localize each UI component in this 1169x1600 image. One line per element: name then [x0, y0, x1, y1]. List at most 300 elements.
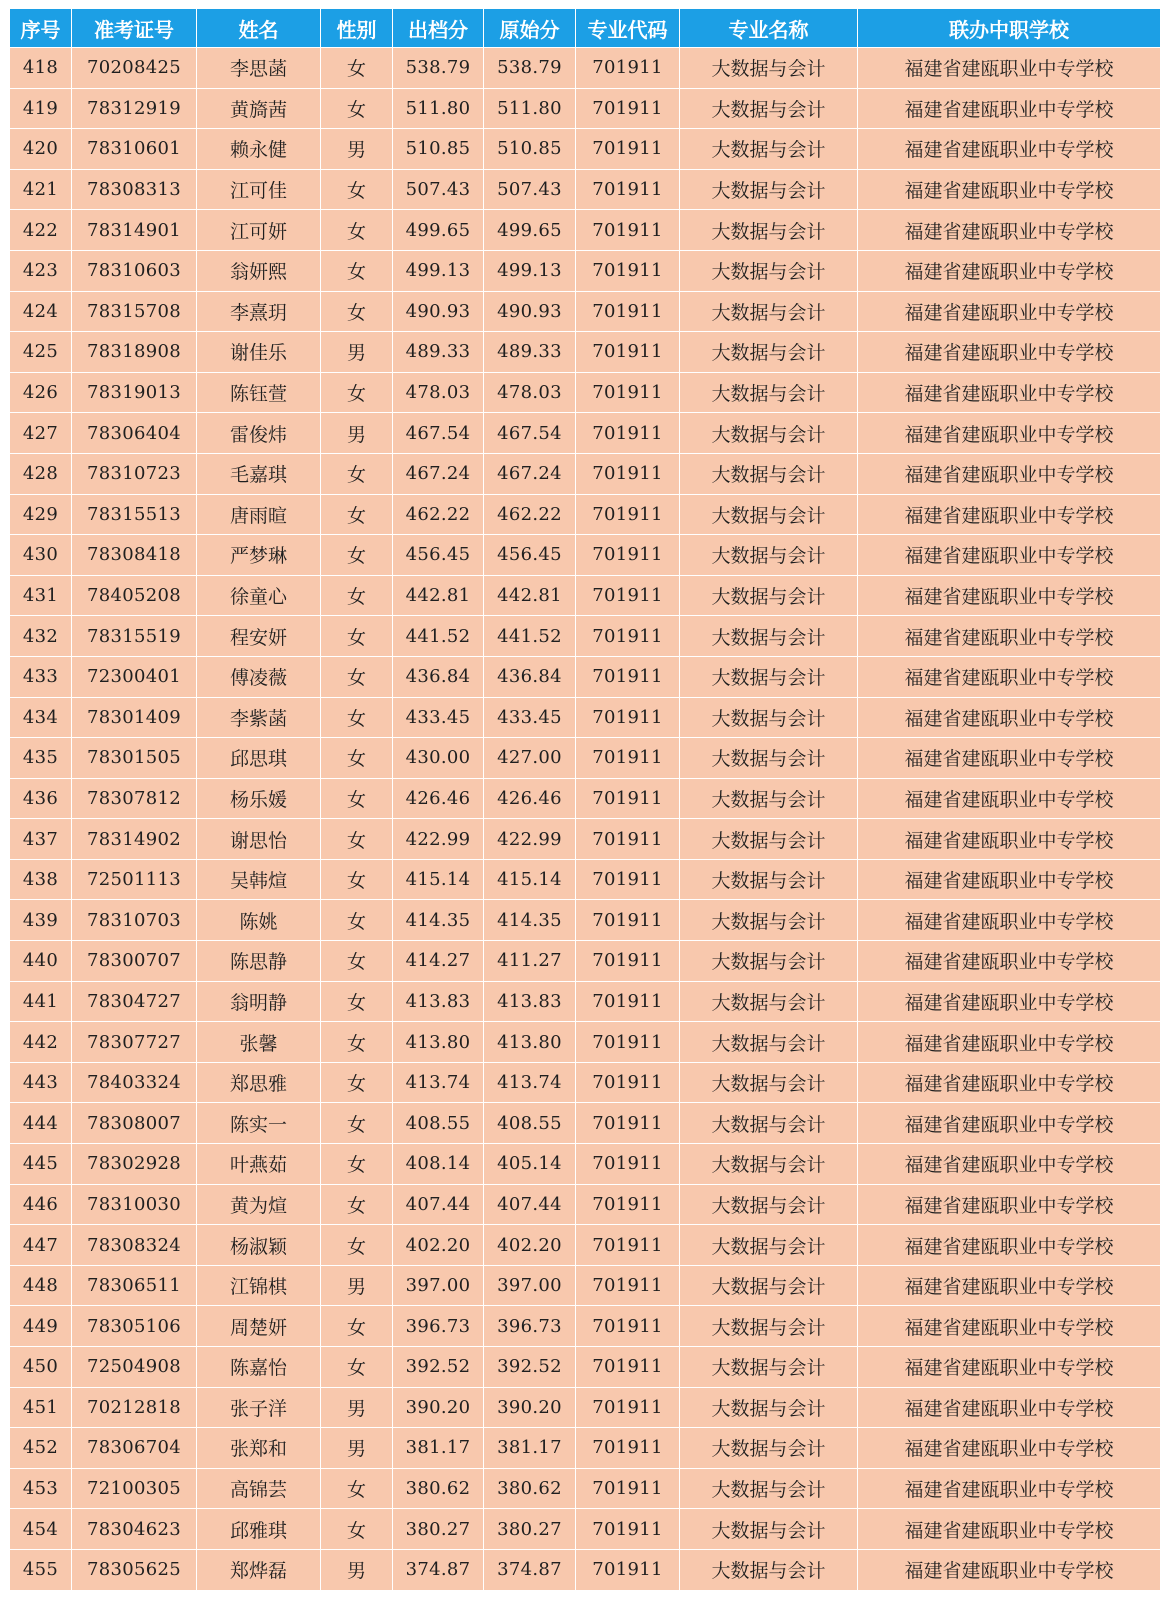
- cell-seq: 430: [10, 535, 72, 576]
- cell-exam-id: 70208425: [72, 48, 197, 89]
- table-row: [10, 1022, 1161, 1063]
- cell-major-code: 701911: [576, 1387, 680, 1428]
- cell-major-name: 大数据与会计: [680, 250, 858, 291]
- cell-name: 李紫菡: [197, 697, 321, 738]
- cell-name: 陈嘉怡: [197, 1347, 321, 1388]
- cell-filing-score: 396.73: [393, 1306, 484, 1347]
- cell-raw-score: 499.65: [484, 210, 576, 251]
- cell-school: 福建省建瓯职业中专学校: [858, 1509, 1161, 1550]
- cell-school: 福建省建瓯职业中专学校: [858, 291, 1161, 332]
- cell-seq: 453: [10, 1468, 72, 1509]
- cell-gender: 女: [321, 656, 393, 697]
- cell-seq: 425: [10, 332, 72, 373]
- cell-major-code: 701911: [576, 210, 680, 251]
- cell-school: 福建省建瓯职业中专学校: [858, 1347, 1161, 1388]
- cell-seq: 436: [10, 778, 72, 819]
- cell-major-name: 大数据与会计: [680, 169, 858, 210]
- cell-gender: 男: [321, 1549, 393, 1590]
- cell-gender: 女: [321, 697, 393, 738]
- cell-seq: 426: [10, 372, 72, 413]
- cell-exam-id: 78307727: [72, 1022, 197, 1063]
- cell-major-name: 大数据与会计: [680, 1184, 858, 1225]
- cell-name: 李熹玥: [197, 291, 321, 332]
- cell-major-code: 701911: [576, 88, 680, 129]
- cell-gender: 男: [321, 413, 393, 454]
- cell-seq: 434: [10, 697, 72, 738]
- cell-gender: 女: [321, 819, 393, 860]
- cell-exam-id: 78306511: [72, 1265, 197, 1306]
- table-row: [10, 332, 1161, 373]
- cell-major-name: 大数据与会计: [680, 941, 858, 982]
- cell-name: 江可佳: [197, 169, 321, 210]
- cell-exam-id: 78308418: [72, 535, 197, 576]
- table-row: [10, 738, 1161, 779]
- cell-filing-score: 478.03: [393, 372, 484, 413]
- cell-major-name: 大数据与会计: [680, 494, 858, 535]
- cell-seq: 441: [10, 981, 72, 1022]
- cell-raw-score: 426.46: [484, 778, 576, 819]
- cell-filing-score: 413.80: [393, 1022, 484, 1063]
- cell-exam-id: 70212818: [72, 1387, 197, 1428]
- cell-gender: 男: [321, 1428, 393, 1469]
- cell-filing-score: 414.35: [393, 900, 484, 941]
- cell-name: 邱思琪: [197, 738, 321, 779]
- cell-name: 江可妍: [197, 210, 321, 251]
- cell-major-code: 701911: [576, 1306, 680, 1347]
- cell-name: 江锦棋: [197, 1265, 321, 1306]
- cell-major-code: 701911: [576, 1428, 680, 1469]
- cell-filing-score: 408.14: [393, 1144, 484, 1185]
- table-row: [10, 1225, 1161, 1266]
- table-row: [10, 291, 1161, 332]
- cell-gender: 女: [321, 1306, 393, 1347]
- cell-major-code: 701911: [576, 413, 680, 454]
- cell-gender: 女: [321, 1184, 393, 1225]
- cell-seq: 445: [10, 1144, 72, 1185]
- cell-seq: 431: [10, 575, 72, 616]
- cell-seq: 447: [10, 1225, 72, 1266]
- cell-gender: 男: [321, 1387, 393, 1428]
- cell-exam-id: 78405208: [72, 575, 197, 616]
- cell-seq: 427: [10, 413, 72, 454]
- table-row: [10, 372, 1161, 413]
- cell-major-code: 701911: [576, 332, 680, 373]
- cell-school: 福建省建瓯职业中专学校: [858, 616, 1161, 657]
- table-row: [10, 1184, 1161, 1225]
- table-row: [10, 697, 1161, 738]
- cell-name: 陈实一: [197, 1103, 321, 1144]
- table-row: [10, 535, 1161, 576]
- cell-name: 陈钰萱: [197, 372, 321, 413]
- cell-school: 福建省建瓯职业中专学校: [858, 656, 1161, 697]
- cell-raw-score: 413.74: [484, 1062, 576, 1103]
- admission-table-container: [9, 8, 1160, 1591]
- table-row: [10, 210, 1161, 251]
- cell-filing-score: 467.24: [393, 453, 484, 494]
- table-row: [10, 1103, 1161, 1144]
- cell-filing-score: 456.45: [393, 535, 484, 576]
- cell-gender: 女: [321, 535, 393, 576]
- cell-major-code: 701911: [576, 494, 680, 535]
- cell-school: 福建省建瓯职业中专学校: [858, 1265, 1161, 1306]
- cell-raw-score: 390.20: [484, 1387, 576, 1428]
- cell-filing-score: 374.87: [393, 1549, 484, 1590]
- cell-school: 福建省建瓯职业中专学校: [858, 1022, 1161, 1063]
- cell-gender: 女: [321, 372, 393, 413]
- cell-seq: 454: [10, 1509, 72, 1550]
- cell-name: 杨乐媛: [197, 778, 321, 819]
- cell-seq: 451: [10, 1387, 72, 1428]
- cell-gender: 女: [321, 291, 393, 332]
- table-row: [10, 1428, 1161, 1469]
- cell-exam-id: 78301505: [72, 738, 197, 779]
- header-seq: 序号: [10, 9, 72, 48]
- table-row: [10, 169, 1161, 210]
- cell-major-code: 701911: [576, 981, 680, 1022]
- cell-filing-score: 499.65: [393, 210, 484, 251]
- cell-school: 福建省建瓯职业中专学校: [858, 250, 1161, 291]
- cell-school: 福建省建瓯职业中专学校: [858, 413, 1161, 454]
- cell-major-name: 大数据与会计: [680, 616, 858, 657]
- cell-exam-id: 78306704: [72, 1428, 197, 1469]
- cell-school: 福建省建瓯职业中专学校: [858, 900, 1161, 941]
- cell-seq: 422: [10, 210, 72, 251]
- cell-name: 吴韩煊: [197, 859, 321, 900]
- cell-major-name: 大数据与会计: [680, 88, 858, 129]
- cell-school: 福建省建瓯职业中专学校: [858, 575, 1161, 616]
- cell-school: 福建省建瓯职业中专学校: [858, 1428, 1161, 1469]
- table-row: [10, 1509, 1161, 1550]
- table-row: [10, 1549, 1161, 1590]
- cell-school: 福建省建瓯职业中专学校: [858, 819, 1161, 860]
- cell-exam-id: 78315708: [72, 291, 197, 332]
- cell-name: 陈姚: [197, 900, 321, 941]
- cell-filing-score: 433.45: [393, 697, 484, 738]
- cell-exam-id: 78319013: [72, 372, 197, 413]
- cell-seq: 424: [10, 291, 72, 332]
- cell-gender: 女: [321, 1468, 393, 1509]
- cell-raw-score: 433.45: [484, 697, 576, 738]
- cell-major-name: 大数据与会计: [680, 1022, 858, 1063]
- cell-raw-score: 397.00: [484, 1265, 576, 1306]
- cell-major-name: 大数据与会计: [680, 697, 858, 738]
- cell-seq: 423: [10, 250, 72, 291]
- cell-school: 福建省建瓯职业中专学校: [858, 1468, 1161, 1509]
- cell-raw-score: 396.73: [484, 1306, 576, 1347]
- cell-filing-score: 380.27: [393, 1509, 484, 1550]
- cell-filing-score: 441.52: [393, 616, 484, 657]
- cell-major-code: 701911: [576, 1265, 680, 1306]
- cell-school: 福建省建瓯职业中专学校: [858, 981, 1161, 1022]
- cell-raw-score: 392.52: [484, 1347, 576, 1388]
- cell-seq: 428: [10, 453, 72, 494]
- cell-filing-score: 402.20: [393, 1225, 484, 1266]
- cell-major-name: 大数据与会计: [680, 778, 858, 819]
- cell-seq: 440: [10, 941, 72, 982]
- cell-filing-score: 381.17: [393, 1428, 484, 1469]
- cell-seq: 429: [10, 494, 72, 535]
- table-row: [10, 819, 1161, 860]
- cell-seq: 450: [10, 1347, 72, 1388]
- cell-gender: 女: [321, 1144, 393, 1185]
- cell-major-code: 701911: [576, 778, 680, 819]
- table-row: [10, 453, 1161, 494]
- cell-gender: 女: [321, 453, 393, 494]
- cell-major-name: 大数据与会计: [680, 291, 858, 332]
- cell-raw-score: 405.14: [484, 1144, 576, 1185]
- cell-raw-score: 407.44: [484, 1184, 576, 1225]
- cell-exam-id: 78307812: [72, 778, 197, 819]
- table-row: [10, 656, 1161, 697]
- cell-major-code: 701911: [576, 1103, 680, 1144]
- cell-gender: 女: [321, 616, 393, 657]
- table-row: [10, 1306, 1161, 1347]
- cell-gender: 女: [321, 778, 393, 819]
- cell-filing-score: 413.83: [393, 981, 484, 1022]
- cell-gender: 女: [321, 1225, 393, 1266]
- cell-gender: 女: [321, 941, 393, 982]
- cell-major-code: 701911: [576, 1549, 680, 1590]
- cell-name: 谢佳乐: [197, 332, 321, 373]
- table-row: [10, 575, 1161, 616]
- cell-raw-score: 415.14: [484, 859, 576, 900]
- cell-raw-score: 456.45: [484, 535, 576, 576]
- header-major-name: 专业名称: [680, 9, 858, 48]
- cell-gender: 女: [321, 210, 393, 251]
- cell-seq: 449: [10, 1306, 72, 1347]
- cell-school: 福建省建瓯职业中专学校: [858, 697, 1161, 738]
- cell-seq: 455: [10, 1549, 72, 1590]
- cell-exam-id: 78314902: [72, 819, 197, 860]
- table-row: [10, 48, 1161, 89]
- cell-gender: 女: [321, 169, 393, 210]
- cell-major-name: 大数据与会计: [680, 372, 858, 413]
- table-row: [10, 1144, 1161, 1185]
- cell-name: 杨淑颖: [197, 1225, 321, 1266]
- cell-gender: 男: [321, 1265, 393, 1306]
- cell-exam-id: 78308007: [72, 1103, 197, 1144]
- cell-major-code: 701911: [576, 291, 680, 332]
- cell-major-name: 大数据与会计: [680, 1509, 858, 1550]
- cell-exam-id: 78318908: [72, 332, 197, 373]
- cell-school: 福建省建瓯职业中专学校: [858, 1184, 1161, 1225]
- cell-major-code: 701911: [576, 656, 680, 697]
- cell-raw-score: 467.24: [484, 453, 576, 494]
- cell-school: 福建省建瓯职业中专学校: [858, 1144, 1161, 1185]
- cell-seq: 446: [10, 1184, 72, 1225]
- cell-gender: 女: [321, 859, 393, 900]
- cell-exam-id: 78304727: [72, 981, 197, 1022]
- cell-major-name: 大数据与会计: [680, 129, 858, 170]
- cell-raw-score: 511.80: [484, 88, 576, 129]
- table-row: [10, 494, 1161, 535]
- cell-exam-id: 78312919: [72, 88, 197, 129]
- cell-major-name: 大数据与会计: [680, 453, 858, 494]
- cell-name: 严梦琳: [197, 535, 321, 576]
- cell-gender: 女: [321, 575, 393, 616]
- cell-major-name: 大数据与会计: [680, 210, 858, 251]
- cell-major-name: 大数据与会计: [680, 1387, 858, 1428]
- cell-major-code: 701911: [576, 1347, 680, 1388]
- cell-name: 周楚妍: [197, 1306, 321, 1347]
- cell-major-code: 701911: [576, 1062, 680, 1103]
- table-row: [10, 900, 1161, 941]
- cell-seq: 438: [10, 859, 72, 900]
- cell-school: 福建省建瓯职业中专学校: [858, 1225, 1161, 1266]
- table-row: [10, 981, 1161, 1022]
- cell-exam-id: 78310030: [72, 1184, 197, 1225]
- cell-exam-id: 78308313: [72, 169, 197, 210]
- cell-raw-score: 414.35: [484, 900, 576, 941]
- cell-raw-score: 510.85: [484, 129, 576, 170]
- cell-major-name: 大数据与会计: [680, 1265, 858, 1306]
- cell-exam-id: 78314901: [72, 210, 197, 251]
- cell-raw-score: 478.03: [484, 372, 576, 413]
- cell-raw-score: 441.52: [484, 616, 576, 657]
- cell-gender: 女: [321, 1062, 393, 1103]
- cell-filing-score: 408.55: [393, 1103, 484, 1144]
- cell-major-name: 大数据与会计: [680, 981, 858, 1022]
- cell-seq: 435: [10, 738, 72, 779]
- cell-seq: 418: [10, 48, 72, 89]
- header-major-code: 专业代码: [576, 9, 680, 48]
- cell-seq: 433: [10, 656, 72, 697]
- cell-gender: 女: [321, 1103, 393, 1144]
- cell-major-code: 701911: [576, 169, 680, 210]
- cell-exam-id: 72504908: [72, 1347, 197, 1388]
- cell-school: 福建省建瓯职业中专学校: [858, 372, 1161, 413]
- cell-name: 翁妍熙: [197, 250, 321, 291]
- cell-major-name: 大数据与会计: [680, 1468, 858, 1509]
- cell-name: 赖永健: [197, 129, 321, 170]
- cell-school: 福建省建瓯职业中专学校: [858, 1306, 1161, 1347]
- cell-raw-score: 507.43: [484, 169, 576, 210]
- cell-gender: 男: [321, 332, 393, 373]
- table-row: [10, 250, 1161, 291]
- cell-raw-score: 442.81: [484, 575, 576, 616]
- cell-school: 福建省建瓯职业中专学校: [858, 210, 1161, 251]
- cell-name: 谢思怡: [197, 819, 321, 860]
- cell-filing-score: 538.79: [393, 48, 484, 89]
- cell-name: 叶燕茹: [197, 1144, 321, 1185]
- cell-school: 福建省建瓯职业中专学校: [858, 941, 1161, 982]
- cell-raw-score: 411.27: [484, 941, 576, 982]
- cell-filing-score: 490.93: [393, 291, 484, 332]
- cell-raw-score: 413.83: [484, 981, 576, 1022]
- cell-major-name: 大数据与会计: [680, 1549, 858, 1590]
- admission-table: [9, 8, 1161, 1591]
- cell-exam-id: 78310723: [72, 453, 197, 494]
- header-name: 姓名: [197, 9, 321, 48]
- cell-name: 郑思雅: [197, 1062, 321, 1103]
- table-row: [10, 1468, 1161, 1509]
- cell-filing-score: 510.85: [393, 129, 484, 170]
- cell-exam-id: 78305106: [72, 1306, 197, 1347]
- cell-exam-id: 72100305: [72, 1468, 197, 1509]
- cell-raw-score: 499.13: [484, 250, 576, 291]
- table-row: [10, 941, 1161, 982]
- table-row: [10, 616, 1161, 657]
- cell-exam-id: 78304623: [72, 1509, 197, 1550]
- cell-filing-score: 426.46: [393, 778, 484, 819]
- cell-gender: 女: [321, 900, 393, 941]
- cell-major-name: 大数据与会计: [680, 1306, 858, 1347]
- cell-school: 福建省建瓯职业中专学校: [858, 48, 1161, 89]
- cell-school: 福建省建瓯职业中专学校: [858, 129, 1161, 170]
- table-row: [10, 129, 1161, 170]
- cell-seq: 420: [10, 129, 72, 170]
- cell-seq: 421: [10, 169, 72, 210]
- cell-filing-score: 489.33: [393, 332, 484, 373]
- cell-major-name: 大数据与会计: [680, 738, 858, 779]
- cell-gender: 女: [321, 1509, 393, 1550]
- cell-major-name: 大数据与会计: [680, 1144, 858, 1185]
- cell-seq: 448: [10, 1265, 72, 1306]
- cell-major-code: 701911: [576, 738, 680, 779]
- cell-major-code: 701911: [576, 1509, 680, 1550]
- cell-school: 福建省建瓯职业中专学校: [858, 88, 1161, 129]
- cell-major-code: 701911: [576, 697, 680, 738]
- cell-major-code: 701911: [576, 1144, 680, 1185]
- cell-filing-score: 390.20: [393, 1387, 484, 1428]
- cell-raw-score: 381.17: [484, 1428, 576, 1469]
- header-exam-id: 准考证号: [72, 9, 197, 48]
- cell-seq: 444: [10, 1103, 72, 1144]
- cell-gender: 女: [321, 494, 393, 535]
- cell-major-name: 大数据与会计: [680, 535, 858, 576]
- cell-name: 邱雅琪: [197, 1509, 321, 1550]
- cell-name: 翁明静: [197, 981, 321, 1022]
- cell-school: 福建省建瓯职业中专学校: [858, 453, 1161, 494]
- cell-raw-score: 462.22: [484, 494, 576, 535]
- cell-major-name: 大数据与会计: [680, 575, 858, 616]
- cell-filing-score: 507.43: [393, 169, 484, 210]
- cell-name: 郑烨磊: [197, 1549, 321, 1590]
- cell-school: 福建省建瓯职业中专学校: [858, 535, 1161, 576]
- cell-school: 福建省建瓯职业中专学校: [858, 169, 1161, 210]
- cell-major-name: 大数据与会计: [680, 1062, 858, 1103]
- cell-filing-score: 392.52: [393, 1347, 484, 1388]
- cell-school: 福建省建瓯职业中专学校: [858, 778, 1161, 819]
- cell-major-code: 701911: [576, 1468, 680, 1509]
- cell-school: 福建省建瓯职业中专学校: [858, 738, 1161, 779]
- cell-major-code: 701911: [576, 941, 680, 982]
- cell-gender: 女: [321, 1347, 393, 1388]
- header-gender: 性别: [321, 9, 393, 48]
- header-filing-score: 出档分: [393, 9, 484, 48]
- cell-name: 毛嘉琪: [197, 453, 321, 494]
- cell-school: 福建省建瓯职业中专学校: [858, 859, 1161, 900]
- cell-filing-score: 462.22: [393, 494, 484, 535]
- cell-major-code: 701911: [576, 48, 680, 89]
- cell-name: 李思菡: [197, 48, 321, 89]
- cell-name: 徐童心: [197, 575, 321, 616]
- cell-exam-id: 72300401: [72, 656, 197, 697]
- cell-major-name: 大数据与会计: [680, 413, 858, 454]
- cell-gender: 女: [321, 981, 393, 1022]
- cell-major-name: 大数据与会计: [680, 1428, 858, 1469]
- header-row: [10, 9, 1161, 48]
- cell-school: 福建省建瓯职业中专学校: [858, 1549, 1161, 1590]
- cell-seq: 442: [10, 1022, 72, 1063]
- cell-exam-id: 78308324: [72, 1225, 197, 1266]
- cell-seq: 452: [10, 1428, 72, 1469]
- cell-raw-score: 402.20: [484, 1225, 576, 1266]
- cell-major-code: 701911: [576, 129, 680, 170]
- cell-filing-score: 415.14: [393, 859, 484, 900]
- cell-school: 福建省建瓯职业中专学校: [858, 1062, 1161, 1103]
- cell-name: 雷俊炜: [197, 413, 321, 454]
